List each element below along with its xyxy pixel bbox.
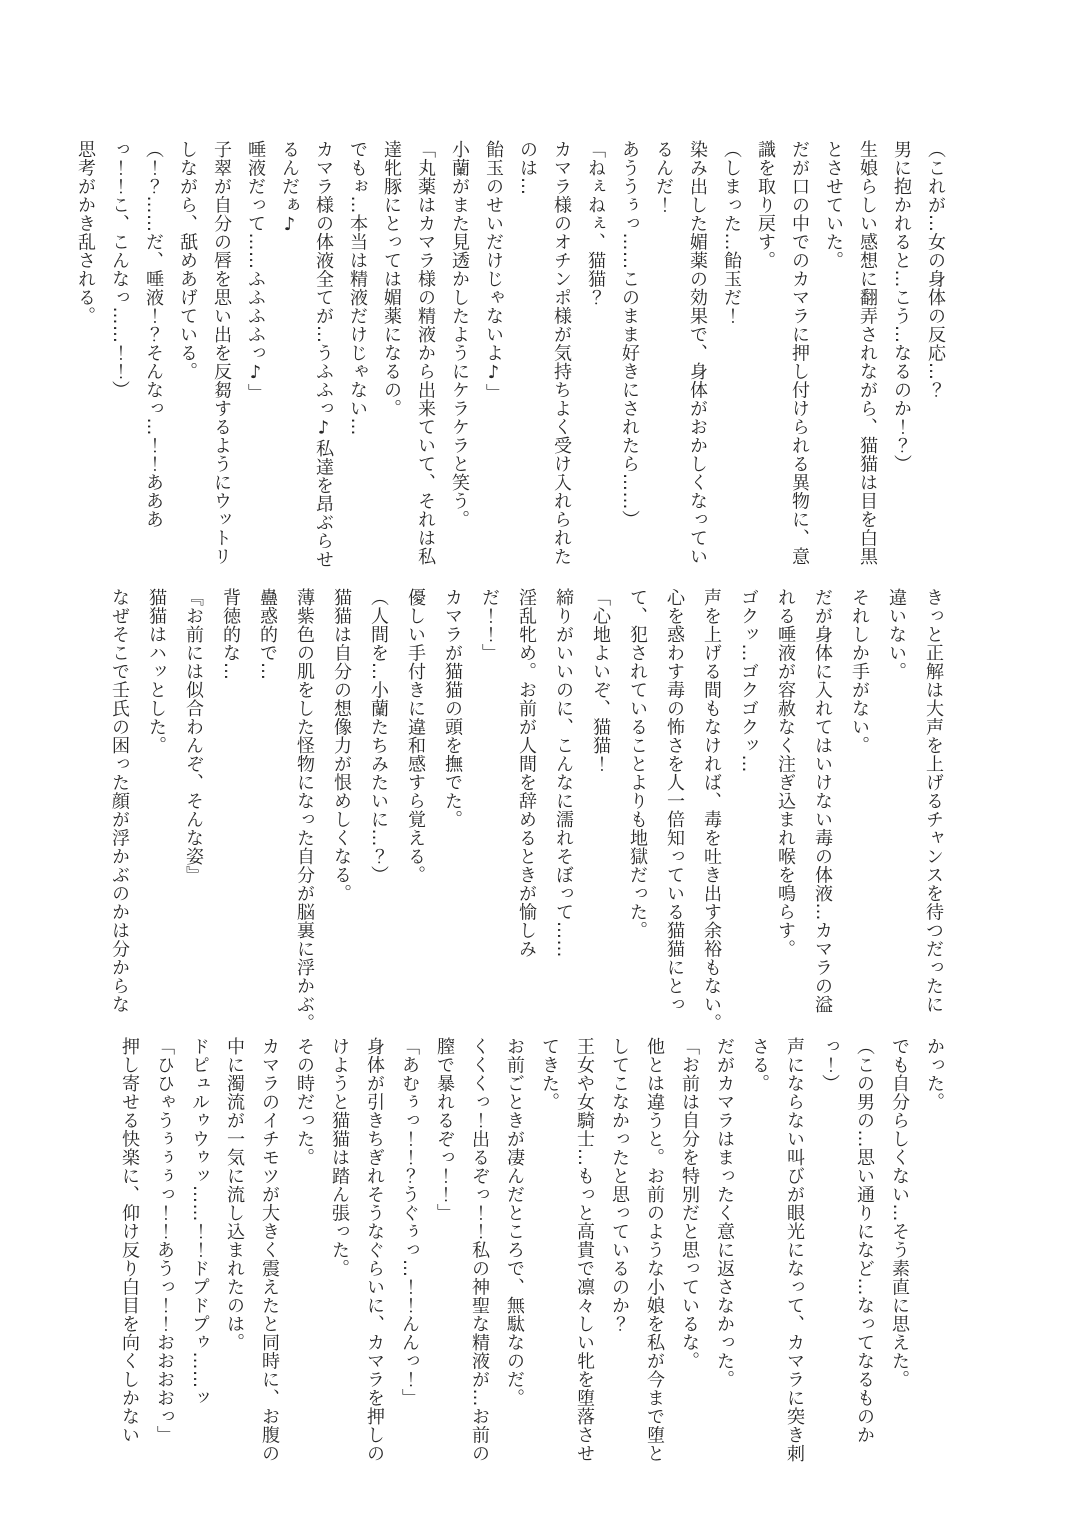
text-line: ドピュルゥウゥッ……！！ドプドプゥ……ッ (189, 1037, 210, 1407)
text-line: 達牝豚にとっては媚薬になるの。 (381, 140, 402, 418)
text-line: 違いない。 (886, 588, 907, 681)
text-line: っ！！こ、こんなっ……！！） (109, 140, 130, 399)
text-line: カマラ様の体液全てが…うふふっ♪私達を昂ぶらせ (313, 140, 334, 569)
text-line: だが身体に入れてはいけない毒の体液…カマラの溢 (812, 588, 833, 1014)
text-line: だが口の中でのカマラに押し付けられる異物に、意 (789, 140, 810, 566)
text-line: 締りがいいのに、こんなに濡れそぼって…… (553, 588, 574, 958)
text-line: 押し寄せる快楽に、仰け反り白目を向くしかない (119, 1037, 140, 1444)
text-line: 「ひひゃうぅぅぅっ！！あうっ！！おおおおっ」 (154, 1037, 175, 1444)
text-line: してこなかったと思っているのか？ (609, 1037, 630, 1333)
text-line: 識を取り戻す。 (755, 140, 776, 270)
text-line: 飴玉のせいだけじゃないよ♪」 (483, 140, 504, 402)
text-line: くくくっ！出るぞっ！！私の神聖な精液が…お前の (469, 1037, 490, 1463)
text-line: カマラが猫猫の頭を撫でた。 (442, 588, 463, 829)
text-line: だ！！」 (479, 588, 500, 662)
text-line: 蠱惑的で… (257, 588, 278, 681)
text-line: 「あむぅっ！！？うぐぅっ…！！んんっ！」 (399, 1037, 420, 1407)
text-line: しながら、舐めあげている。 (177, 140, 198, 381)
text-line: て、犯されていることよりも地獄だった。 (627, 588, 648, 940)
text-line: カマラ様のオチンポ様が気持ちよく受け入れられた (551, 140, 572, 566)
text-line: なぜそこで壬氏の困った顔が浮かぶのかは分からな (109, 588, 130, 1014)
text-line: （しまった…飴玉だ！ (721, 140, 742, 325)
text-line: （！？……だ、唾液！？そんなっ…！！あああ (143, 140, 164, 529)
text-line: （この男の…思い通りになど…なってなるものか (854, 1037, 875, 1444)
text-line: 声にならない叫びが眼光になって、カマラに突き刺 (784, 1037, 805, 1463)
text-line: 染み出した媚薬の効果で、身体がおかしくなってい (687, 140, 708, 566)
text-line: 思考がかき乱される。 (75, 140, 96, 325)
text-line: 『お前には似合わんぞ、そんな姿』 (183, 588, 204, 884)
text-line: （人間を…小蘭たちみたいに…？） (368, 588, 389, 884)
text-line: るんだ！ (653, 140, 674, 214)
text-band-middle (101, 588, 952, 1058)
text-line: でもぉ…本当は精液だけじゃない… (347, 140, 368, 436)
text-line: 子翠が自分の唇を思い出を反芻するようにウットリ (211, 140, 232, 566)
text-line: のは… (517, 140, 538, 196)
text-line: れる唾液が容赦なく注ぎ込まれ喉を鳴らす。 (775, 588, 796, 958)
text-line: だがカマラはまったく意に返さなかった。 (714, 1037, 735, 1389)
text-line: 背徳的な… (220, 588, 241, 681)
text-line: きっと正解は大声を上げるチャンスを待つだったに (923, 588, 944, 1014)
text-line: けようと猫猫は踏ん張った。 (329, 1037, 350, 1278)
text-line: てきた。 (539, 1037, 560, 1111)
text-line: 身体が引きちぎれそうなぐらいに、カマラを押しの (364, 1037, 385, 1463)
text-line: 「心地よいぞ、猫猫！ (590, 588, 611, 773)
text-line: 他とは違うと。お前のような小娘を私が今まで堕と (644, 1037, 665, 1463)
text-line: 猫猫は自分の想像力が恨めしくなる。 (331, 588, 352, 903)
text-line: 淫乱牝め。お前が人間を辞めるときが愉しみ (516, 588, 537, 958)
text-line: でも自分らしくない…そう素直に思えた。 (889, 1037, 910, 1389)
text-line: 生娘らしい感想に翻弄されながら、猫猫は目を白黒 (857, 140, 878, 566)
text-line: とさせていた。 (823, 140, 844, 270)
text-line: 唾液だって……ふふふふっ♪」 (245, 140, 266, 402)
text-line: 「ねぇねぇ、猫猫？ (585, 140, 606, 307)
text-line: カマラのイチモツが大きく震えたと同時に、お腹の (259, 1037, 280, 1463)
text-line: 優しい手付きに違和感すら覚える。 (405, 588, 426, 884)
text-line: さる。 (749, 1037, 770, 1093)
text-line: 男に抱かれると…こう…なるのか！？） (891, 140, 912, 473)
text-line: ゴクッ…ゴクゴクッ… (738, 588, 759, 773)
text-line: 声を上げる間もなければ、毒を吐き出す余裕もない。 (701, 588, 722, 1032)
text-line: （これが…女の身体の反応…？ (925, 140, 946, 399)
text-line: 心を惑わす毒の怖さを人一倍知っている猫猫にとっ (664, 588, 685, 1014)
text-line: かった。 (924, 1037, 945, 1111)
text-line: お前ごときが凄んだところで、無駄なのだ。 (504, 1037, 525, 1407)
text-line: それしか手がない。 (849, 588, 870, 755)
text-line: 猫猫はハッとした。 (146, 588, 167, 755)
text-line: あううぅっ……このまま好きにされたら……） (619, 140, 640, 529)
text-line: っ！） (819, 1037, 840, 1093)
text-line: 王女や女騎士…もっと高貴で凛々しい牝を堕落させ (574, 1037, 595, 1463)
text-line: 薄紫色の肌をした怪物になった自分が脳裏に浮かぶ。 (294, 588, 315, 1032)
text-line: 「丸薬はカマラ様の精液から出来ていて、それは私 (415, 140, 436, 566)
text-line: 膣で暴れるぞっ！！」 (434, 1037, 455, 1222)
text-line: 中に濁流が一気に流し込まれたのは。 (224, 1037, 245, 1352)
text-line: るんだぁ♪ (279, 140, 300, 236)
text-line: その時だった。 (294, 1037, 315, 1167)
text-band-top (68, 140, 952, 610)
text-line: 「お前は自分を特別だと思っているな。 (679, 1037, 700, 1370)
text-band-bottom (112, 1037, 952, 1507)
text-line: 小蘭がまた見透かしたようにケラケラと笑う。 (449, 140, 470, 529)
